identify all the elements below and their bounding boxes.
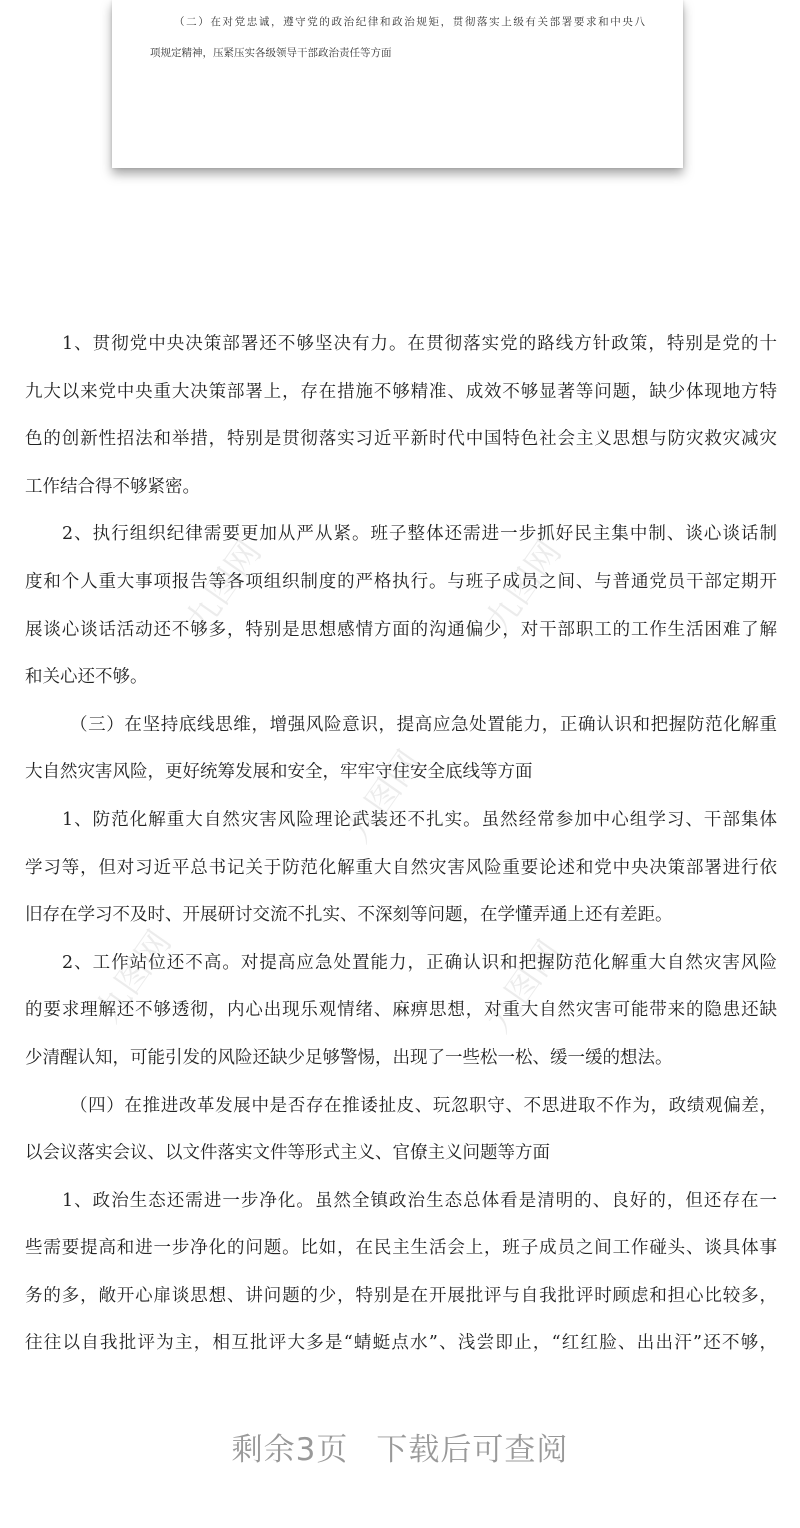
text-line: 度和个人重大事项报告等各项组织制度的严格执行。与班子成员之间、与普通党员干部定期开 — [25, 571, 777, 592]
section-heading — [25, 702, 777, 797]
text-line: 九大以来党中央重大决策部署上，存在措施不够精准、成效不够显著等问题，缺少体现地方特 — [25, 381, 777, 402]
text-line: 旧存在学习不及时、开展研讨交流不扎实、不深刻等问题，在学懂弄通上还有差距。 — [25, 905, 673, 926]
text-line: 的要求理解还不够透彻，内心出现乐观情绪、麻痹思想，对重大自然灾害可能带来的隐患还缺 — [25, 1000, 777, 1021]
paragraph — [25, 1178, 777, 1368]
watermark: 九图网 — [178, 533, 270, 640]
text-line: 学习等，但对习近平总书记关于防范化解重大自然灾害风险重要论述和党中央决策部署进行依 — [25, 857, 777, 878]
paragraph — [25, 511, 777, 701]
text-line: 色的创新性招法和举措，特别是贯彻落实习近平新时代中国特色社会主义思想与防灾救灾减灾 — [25, 429, 777, 450]
card-line: （二）在对党忠诚，遵守党的政治纪律和政治规矩，贯彻落实上级有关部署要求和中央八 — [174, 16, 645, 28]
document-body — [25, 321, 777, 1368]
text-line: 2、工作站位还不高。对提高应急处置能力，正确认识和把握防范化解重大自然灾害风险 — [62, 952, 777, 973]
section-heading — [25, 1083, 777, 1178]
paragraph — [25, 797, 777, 940]
card-line: 项规定精神，压紧压实各级领导干部政治责任等方面 — [150, 47, 392, 59]
watermark: 九图网 — [88, 923, 180, 1030]
remaining-pages-text: 剩余3页 — [231, 1432, 349, 1468]
text-line: 少清醒认知，可能引发的风险还缺少足够警惕，出现了一些松一松、缓一缓的想法。 — [25, 1047, 673, 1068]
text-line: （三）在坚持底线思维，增强风险意识，提高应急处置能力，正确认识和把握防范化解重 — [70, 714, 777, 735]
preview-page-card — [112, 0, 683, 168]
text-line: 工作结合得不够紧密。 — [25, 476, 200, 497]
paragraph — [25, 940, 777, 1083]
download-banner[interactable] — [0, 1424, 800, 1469]
download-to-view-text[interactable]: 下载后可查阅 — [376, 1432, 569, 1468]
text-line: 和关心还不够。 — [25, 667, 148, 688]
text-line: 2、执行组织纪律需要更加从严从紧。班子整体还需进一步抓好民主集中制、谈心谈话制 — [62, 524, 777, 545]
text-line: 大自然灾害风险，更好统筹发展和安全，牢牢守住安全底线等方面 — [25, 762, 533, 783]
paragraph — [25, 321, 777, 511]
text-line: 以会议落实会议、以文件落实文件等形式主义、官僚主义问题等方面 — [25, 1143, 550, 1164]
text-line: 1、防范化解重大自然灾害风险理论武装还不扎实。虽然经常参加中心组学习、干部集体 — [62, 809, 777, 830]
watermark: 九图网 — [338, 743, 430, 850]
watermark: 九图网 — [478, 533, 570, 640]
text-line: 务的多，敞开心扉谈思想、讲问题的少，特别是在开展批评与自我批评时顾虑和担心比较多， — [25, 1285, 777, 1306]
text-line: 往往以自我批评为主，相互批评大多是“蜻蜓点水”、浅尝即止，“红红脸、出出汗”还不够， — [25, 1333, 777, 1354]
text-line: 1、贯彻党中央决策部署还不够坚决有力。在贯彻落实党的路线方针政策，特别是党的十 — [62, 334, 777, 354]
text-line: 1、政治生态还需进一步净化。虽然全镇政治生态总体看是清明的、良好的，但还存在一 — [62, 1190, 777, 1211]
watermark: 九图网 — [478, 933, 570, 1040]
text-line: （四）在推进改革发展中是否存在推诿扯皮、玩忽职守、不思进取不作为，政绩观偏差， — [70, 1095, 777, 1116]
text-line: 些需要提高和进一步净化的问题。比如，在民主生活会上，班子成员之间工作碰头、谈具体事 — [25, 1238, 777, 1259]
text-line: 展谈心谈话活动还不够多，特别是思想感情方面的沟通偏少，对干部职工的工作生活困难了解 — [25, 619, 777, 640]
